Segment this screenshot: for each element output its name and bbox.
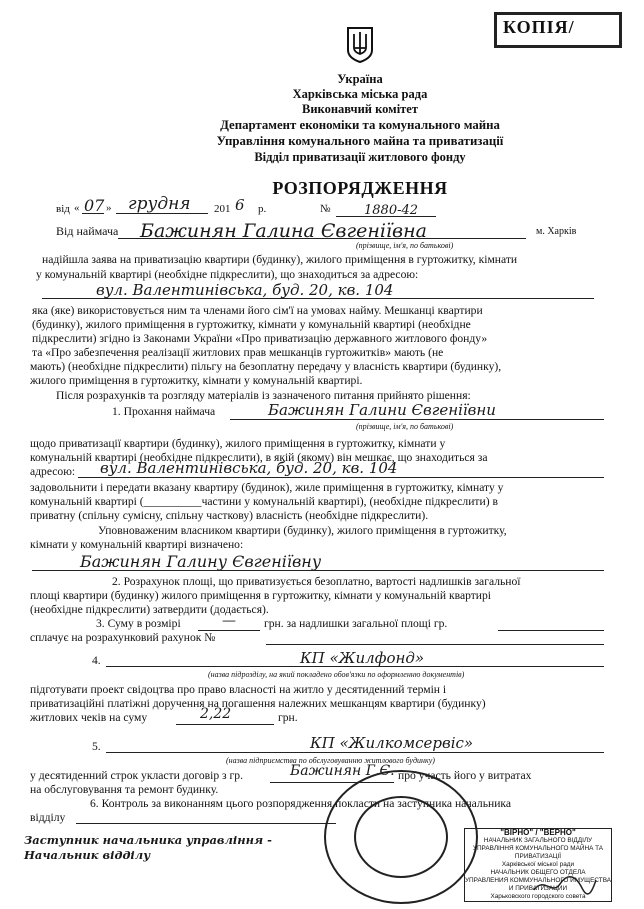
item5-line-b: на обслуговування та ремонт будинку. — [30, 783, 219, 796]
para-line-1: надійшла заява на приватизацію квартири (будинку), жилого приміщення в гуртожитку, кімнати — [42, 253, 518, 266]
item1-underline — [230, 419, 604, 420]
cert-stamp-line: НАЧАЛЬНИК ОБЩЕГО ОТДЕЛА — [490, 869, 586, 876]
cert-stamp-line: УПРАВЛЕНИЯ КОММУНАЛЬНОГО ИМУЩЕСТВА И ПРИВАТИЗАЦИИ — [465, 877, 612, 892]
item3-account: сплачує на розрахунковий рахунок № — [30, 631, 216, 644]
item1-owner: Бажинян Галину Євгеніївну — [80, 552, 322, 571]
item1-hint: (прізвище, ім'я, по батькові) — [356, 422, 454, 431]
item3-label: 3. Суму в розмірі — [96, 617, 181, 630]
copy-stamp — [494, 12, 622, 48]
item6-line-a: 6. Контроль за виконанням цього розпорядження покласти на заступника начальника — [90, 797, 512, 810]
item1-line-h: кімнати у комунальній квартирі визначено: — [30, 538, 244, 551]
date-year-suffix: 6 — [235, 196, 245, 214]
date-year-prefix: 201 — [214, 203, 231, 215]
item5-name: Бажинян Г.Є. — [290, 763, 395, 779]
item5-underline — [106, 752, 604, 753]
item3-account-underline — [266, 644, 604, 645]
header-country: Україна — [337, 72, 383, 86]
document-number: 1880-42 — [364, 203, 419, 218]
para-line-5: підкреслити) згідно із Законами України «Про приватизацію державного житлового фонду» — [32, 332, 488, 345]
document-title: РОЗПОРЯДЖЕННЯ — [272, 178, 448, 198]
item4-label: 4. — [92, 654, 101, 667]
header-department: Департамент економіки та комунального майна — [220, 118, 500, 132]
item4-sum-label: житлових чеків на суму — [30, 711, 148, 724]
date-month: грудня — [128, 194, 191, 214]
header-council: Харківська міська рада — [292, 87, 428, 101]
item6-line-b: відділу — [30, 811, 66, 824]
date-from-label: від — [56, 203, 70, 215]
item1-owner-underline — [32, 570, 604, 571]
date-close-quote: » — [106, 202, 112, 214]
item5-line-a: у десятиденний строк укласти договір з гр. — [30, 769, 243, 782]
item1-line-e: комунальній квартирі (__________частини у комунальній квартирі), (необхідне підкреслити) в — [30, 495, 498, 508]
trident-emblem-icon — [346, 26, 374, 64]
item1-line-b: комунальній квартирі (необхідне підкреслити), в якій (якому) він мешкає, що знаходиться за — [30, 451, 488, 464]
applicant-label: Від наймача — [56, 224, 119, 238]
signature-line-1: Заступник начальника управління - — [24, 833, 272, 847]
cert-stamp-line: Харківської міської ради — [501, 861, 575, 868]
item4-line-a: підготувати проект свідоцтва про право власності на житло у десятиденний термін і — [30, 683, 447, 696]
cert-stamp-line: НАЧАЛЬНИК ЗАГАЛЬНОГО ВІДДІЛУ — [483, 837, 593, 844]
item4-sum-unit: грн. — [278, 711, 298, 724]
cert-stamp-line: Харьковского городского совета — [490, 893, 586, 900]
header-division: Відділ приватизації житлового фонду — [254, 150, 466, 164]
number-label: № — [320, 203, 331, 215]
para-line-3: яка (яке) використовується ним та членами його сім'ї на умовах найму. Мешканці квартири — [32, 304, 483, 317]
day-underline — [82, 213, 104, 214]
item4-hint: (назва підрозділу, на який покладено обов'язки по оформленню документів) — [208, 670, 465, 679]
item1-address-underline — [78, 477, 604, 478]
item1-line-a: щодо приватизації квартири (будинку), жилого приміщення в гуртожитку, кімнати у — [30, 437, 446, 450]
para-line-6: та «Про забезпечення реалізації житлових прав мешканців гуртожитків» мають (не — [32, 346, 444, 359]
para-line-4: (будинку), жилого приміщення в гуртожитку, кімнати у комунальній квартирі (необхідне — [32, 318, 471, 331]
date-year-unit: р. — [258, 203, 267, 215]
item4-line-b: приватизаційні платіжні доручення на погашення належних мешканцям квартири (будинку) — [30, 697, 486, 710]
item1-label: 1. Прохання наймача — [112, 405, 216, 418]
date-day: 07 — [84, 196, 105, 215]
item5-org: КП «Жилкомсервіс» — [310, 734, 474, 752]
item5-label: 5. — [92, 740, 101, 753]
item5-rest: про участь його у витратах — [398, 769, 532, 782]
item3-name-underline — [498, 630, 604, 631]
copy-stamp-label: КОПІЯ/ — [503, 17, 575, 37]
item1-line-g: Уповноваженим власником квартири (будинку), жилого приміщення в гуртожитку, — [98, 524, 507, 537]
item2-line-b: площі квартири (будинку) жилого приміщення в гуртожитку, кімнати у комунальній квартирі — [30, 589, 492, 602]
item4-sum: 2,22 — [200, 706, 232, 722]
para-line-7: мають) (необхідне підкреслити) пільгу на безоплатну передачу у власність квартири (будинку), — [30, 360, 502, 373]
item5-hint: (назва підприємства по обслуговуванню житлового будинку) — [226, 756, 435, 765]
item3-rest: грн. за надлишки загальної площі гр. — [264, 617, 448, 630]
item4-sum-underline — [176, 724, 274, 725]
item1-line-f: приватну (спільну сумісну, спільну часткову) власність (необхідне підкреслити). — [30, 509, 429, 522]
item6-underline — [76, 823, 336, 824]
cert-stamp-line: УПРАВЛІННЯ КОМУНАЛЬНОГО МАЙНА ТА ПРИВАТИЗАЦІЇ — [472, 845, 604, 860]
cert-stamp-title: "ВІРНО" / "ВЕРНО" — [500, 828, 576, 837]
item2-line-a: 2. Розрахунок площі, що приватизується безоплатно, вартості надлишків загальної — [112, 575, 521, 588]
header-administration: Управління комунального майна та приватизації — [216, 134, 504, 148]
round-seal-inner — [354, 796, 448, 878]
para-line-9: Після розрахунків та розгляду матеріалів із зазначеного питання прийнято рішення: — [56, 389, 471, 402]
signature-line-2: Начальник відділу — [24, 848, 151, 862]
item2-line-c: (необхідне підкреслити) затвердити (додається). — [30, 603, 269, 616]
date-open-quote: « — [74, 202, 80, 214]
signature-scribble — [530, 872, 600, 898]
applicant-hint: (прізвище, ім'я, по батькові) — [356, 241, 454, 250]
address-handwritten: вул. Валентинівська, буд. 20, кв. 104 — [96, 281, 394, 299]
address-underline — [42, 298, 594, 299]
city-label: м. Харків — [536, 226, 577, 237]
header-committee: Виконавчий комітет — [302, 102, 418, 116]
item1-address-handwritten: вул. Валентинівська, буд. 20, кв. 104 — [100, 459, 398, 477]
item4-org: КП «Жилфонд» — [300, 649, 425, 667]
para-line-2: у комунальній квартирі (необхідне підкреслити), що знаходиться за адресою: — [36, 268, 419, 281]
para-line-8: жилого приміщення в гуртожитку, кімнати у комунальній квартирі. — [30, 374, 363, 387]
item3-sum: — — [222, 613, 236, 629]
item1-line-d: задовольнити і передати вказану квартиру (будинок), жиле приміщення в гуртожитку, кімнату у — [30, 481, 504, 494]
applicant-name: Бажинян Галина Євгеніївна — [140, 220, 427, 242]
month-underline — [116, 213, 208, 214]
item1-address-label: адресою: — [30, 465, 76, 478]
item1-name: Бажинян Галини Євгеніївни — [268, 401, 496, 419]
